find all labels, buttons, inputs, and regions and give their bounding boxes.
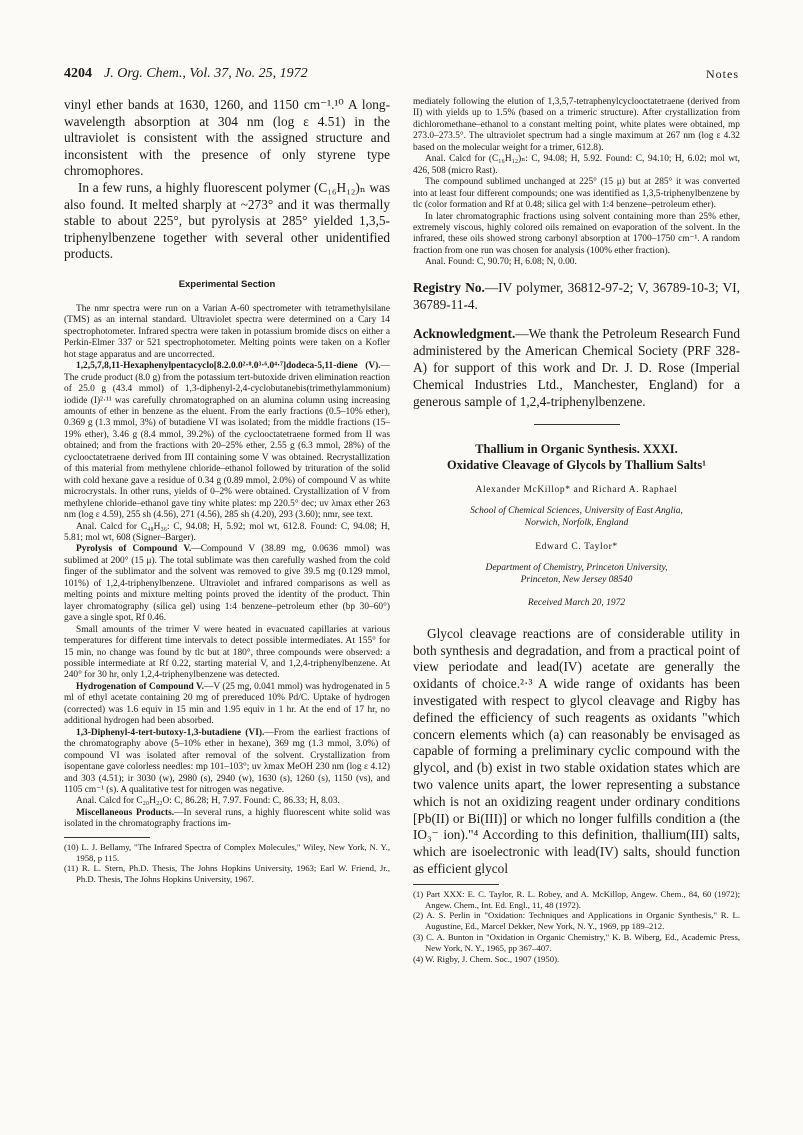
article-divider — [534, 424, 620, 425]
article-title: Thallium in Organic Synthesis. XXXI. — [475, 441, 678, 456]
analysis-line: Anal. Calcd for C₂₀H₂₂O: C, 86.28; H, 7.97. Found: C, 86.33; H, 8.03. — [76, 796, 340, 807]
body-paragraph: In a few runs, a highly fluorescent polymer (C₁₆H₁₂)ₙ was also found. It melted sharply at ~273° and it was thermally stable to about 225°, but pyrolysis at 285° yielded 1,3,5-triphenylbenzene together with several other unidentified products. — [64, 179, 390, 262]
page-number: 4204 — [64, 66, 92, 81]
acknowledgment: Acknowledgment.—We thank the Petroleum Research Fund administered by the American Chemical Society (PRF 328-A) for support of this work and Dr. J. D. Rose (Imperial Chemical Industries Ltd., Manchester, England) for a generous sample of 1,2,4-triphenylbenzene. — [413, 325, 740, 409]
compound-heading: 1,3-Diphenyl-4-tert-butoxy-1,3-butadiene (VI). — [76, 727, 265, 738]
analysis-line: Anal. Calcd for C₄₈H₃₆: C, 94.08; H, 5.92; mol wt, 612.8. Found: C, 94.08; H, 5.81; mol wt, 608 (Signer–Barger). — [64, 521, 390, 543]
procedure-heading: Hydrogenation of Compound V. — [76, 681, 204, 692]
registry-numbers: Registry No.—IV polymer, 36812-97-2; V, 36789-10-3; VI, 36789-11-4. — [413, 279, 740, 312]
experimental-paragraph: In later chromatographic fractions using solvent containing more than 25% ether, extremely viscous, highly colored oils remained on evaporation of the solvent. In the infrared, these oils showed strong carbonyl absorption at 1700–1750 cm⁻¹. A random fraction from one run was chosen for analysis (100% ether fraction). — [413, 211, 740, 256]
right-column — [413, 97, 740, 964]
experimental-paragraph: The nmr spectra were run on a Varian A-60 spectrometer with tetramethylsilane (TMS) as an internal standard. Ultraviolet spectra were determined on a Cary 14 spectrophotometer. Infrared spectra were taken in potassium bromide discs on either a Perkin-Elmer 337 or 521 spectrophotometer. Melting points were taken on a Kofler hot stage apparatus and are uncorrected. — [64, 303, 390, 360]
footnote: (11) R. L. Stern, Ph.D. Thesis, The Johns Hopkins University, 1963; Earl W. Friend, Jr., Ph.D. Thesis, The Johns Hopkins University, 1967. — [64, 863, 390, 885]
experimental-paragraph: Miscellaneous Products.—In several runs, a highly fluorescent white solid was isolated in the chromatography fractions im- — [64, 807, 390, 830]
experimental-paragraph: 1,3-Diphenyl-4-tert-butoxy-1,3-butadiene (VI).—From the earliest fractions of the chromatography above (5–10% ether in hexane), 369 mg (1.3 mmol, 3.0%) of compound VI was isolated after removal of the solvent. Crystallization from isopentane gave colorless needles: mp 101–103°; uv λmax MeOH 230 nm (log ε 4.12) and 303 (4.51); ir 3030 (w), 2980 (s), 2940 (w), 1630 (s), 1260 (s), 1150 (vs), and 1105 cm⁻¹ (s). A qualitative test for nitrogen was negative. — [64, 727, 390, 795]
footnote: (2) A. S. Perlin in "Oxidation: Techniques and Applications in Organic Synthesis," R. L. Augustine, Ed., Marcel Dekker, New York, N. Y., 1969, pp 189–212. — [413, 910, 740, 932]
footnote: (1) Part XXX: E. C. Taylor, R. L. Robey, and A. McKillop, Angew. Chem., 84, 60 (1972); Angew. Chem., Int. Ed. Engl., 11, 48 (1972). — [413, 888, 740, 910]
procedure-heading: Miscellaneous Products. — [76, 807, 175, 818]
body-paragraph: vinyl ether bands at 1630, 1260, and 1150 cm⁻¹.¹⁰ A long-wavelength absorption at 304 nm (log ε 4.51) in the ultraviolet is consistent with the assigned structure and inconsistent with the presence of only styrene type chromophores. — [64, 97, 390, 179]
page-header — [64, 66, 739, 84]
author-line: Alexander McKillop* and Richard A. Raphael — [475, 484, 678, 495]
experimental-paragraph: mediately following the elution of 1,3,5,7-tetraphenylcyclooctatetraene (derived from II) with yields up to 1.5% (based on a trimeric structure). After crystallization from dichloromethane–ethanol to a constant melting point, white plates were obtained, mp 273.0–273.5°. The ultraviolet spectrum had a single maximum at 267 nm (log ε 4.32 based on the molecular weight for a trimer, 612.8). — [413, 97, 740, 153]
section-heading: Experimental Section — [178, 278, 276, 290]
left-column — [64, 97, 390, 885]
received-date: Received March 20, 1972 — [527, 597, 626, 608]
affiliation: Department of Chemistry, Princeton University, Princeton, New Jersey 08540 — [485, 562, 668, 586]
experimental-paragraph: Hydrogenation of Compound V.—V (25 mg, 0.041 mmol) was hydrogenated in 5 ml of ethyl acetate containing 20 mg of prereduced 10% Pd/C. Uptake of hydrogen (corrected) was 1.6 equiv in 15 min and 1.95 equiv in 1 hr. At the end of 17 hr, no additional hydrogen had been absorbed. — [64, 681, 390, 727]
article-subtitle: Oxidative Cleavage of Glycols by Thallium Salts¹ — [447, 457, 706, 472]
journal-citation: J. Org. Chem., Vol. 37, No. 25, 1972 — [104, 66, 308, 81]
section-label: Notes — [706, 67, 739, 81]
experimental-paragraph: 1,2,5,7,8,11-Hexaphenylpentacyclo[8.2.0.0²·⁸.0³·⁶.0⁴·⁷]dodeca-5,11-diene (V).—The crude product (8.0 g) from the potassium tert-butoxide driven elimination reaction of 25.0 g (43.4 mmol) of 1,3-diphenyl-2,4-cyclobutanebis(trimethylammonium) iodide (I)²·¹¹ was carefully chromatographed on an alumina column using increasing amounts of ether in benzene as the eluent. From the early fractions (0.5–10% ether), 0.369 g (1.3 mmol, 3%) of butadiene VI was isolated; from the middle fractions (15–19% ether), 3.46 g (8.4 mmol, 39.2%) of the cyclooctatetraene formed from II was obtained; and from the fractions with 20–25% ether, 2.55 g (6.3 mmol, 28%) of the cyclooctatetraene derived from III containing some V was obtained. Recrystallization of this material from methylene chloride–ethanol followed by trituration of the solid with cold hexane gave a residue of 0.34 g (0.89 mmol, 2.0%) of compound V as white microcrystals. In other runs, yields of 0–2% were obtained. Crystallization of V from methylene chloride–ethanol gave tiny white plates: mp 220.5° dec; uv λmax ether 263 nm (log ε 4.59), 255 sh (4.56), 271 (4.56), 285 sh (4.20), 293 (3.60); nmr, see text. — [64, 361, 390, 521]
analysis-line: Anal. Calcd for (C₁₆H₁₂)ₙ: C, 94.08; H, 5.92. Found: C, 94.10; H, 6.02; mol wt, 426, 508 (micro Rast). — [413, 154, 740, 176]
footnote-divider — [64, 837, 150, 838]
footnote-divider — [413, 884, 499, 885]
introduction-paragraph: Glycol cleavage reactions are of considerable utility in both synthesis and degradation, and from a practical point of view periodate and lead(IV) acetate are generally the oxidants of choice.²·³ A wide range of oxidants has been investigated with respect to glycol cleavage and Rigby has defined the efficiency of such reagents as oxidants "which concern elements which (a) can reasonably be envisaged as capable of forming a preliminary cyclic compound with the glycol, and (b) exist in two stable oxidation states which are two valence units apart, the lower representing a substance which is not an oxidizing reagent under ordinary conditions [Pb(II) or Bi(III)] or which no longer fulfills condition a (the IO₃⁻ ion)."⁴ According to this definition, thallium(III) salts, which are isoelectronic with lead(IV) salts, should function as efficient glycol — [413, 625, 740, 876]
experimental-paragraph: The compound sublimed unchanged at 225° (15 μ) but at 285° it was converted into at least four different compounds; one was identified as 1,3,5-triphenylbenzene by tlc (color formation and Rf at 0.48; silica gel with 1:4 benzene–petroleum ether). — [413, 177, 740, 211]
analysis-line: Anal. Found: C, 90.70; H, 6.08; N, 0.00. — [425, 257, 577, 268]
experimental-paragraph: Small amounts of the trimer V were heated in evacuated capillaries at various temperatures for different time intervals to detect possible intermediates. At 155° for 15 min, no change was found by tlc but at 180°, three compounds were observed: a possible intermediate at Rf 0.22, starting material V, and 1,2,4-triphenylbenzene. At 240° for 30 hr, only 1,2,4-triphenylbenzene was detected. — [64, 624, 390, 681]
author-line: Edward C. Taylor* — [535, 541, 618, 552]
footnote: (10) L. J. Bellamy, "The Infrared Spectra of Complex Molecules," Wiley, New York, N. Y., 1958, p 115. — [64, 841, 390, 863]
compound-heading: 1,2,5,7,8,11-Hexaphenylpentacyclo[8.2.0.0²·⁸.0³·⁶.0⁴·⁷]dodeca-5,11-diene (V). — [76, 361, 381, 372]
footnote: (3) C. A. Bunton in "Oxidation in Organic Chemistry," K. B. Wiberg, Ed., Academic Press, New York, N. Y., 1965, pp 367–407. — [413, 931, 740, 953]
experimental-paragraph: Pyrolysis of Compound V.—Compound V (38.89 mg, 0.0636 mmol) was sublimed at 200° (15 μ). The total sublimate was then carefully washed from the cold finger of the sublimator and the solvent was removed to give 39.5 mg (0.129 mmol, 101%) of 1,2,4-triphenylbenzene. Ultraviolet and infrared comparisons as well as melting points and mixture melting points proved the identity of the product. Thin layer chromatography (silica gel) using 1:4 benzene–petroleum ether (bp 30–60°) gave a single spot, Rf 0.46. — [64, 544, 391, 624]
footnote: (4) W. Rigby, J. Chem. Soc., 1907 (1950). — [413, 953, 560, 964]
affiliation: School of Chemical Sciences, University of East Anglia, Norwich, Norfolk, England — [470, 505, 683, 529]
procedure-heading: Pyrolysis of Compound V. — [76, 544, 192, 555]
